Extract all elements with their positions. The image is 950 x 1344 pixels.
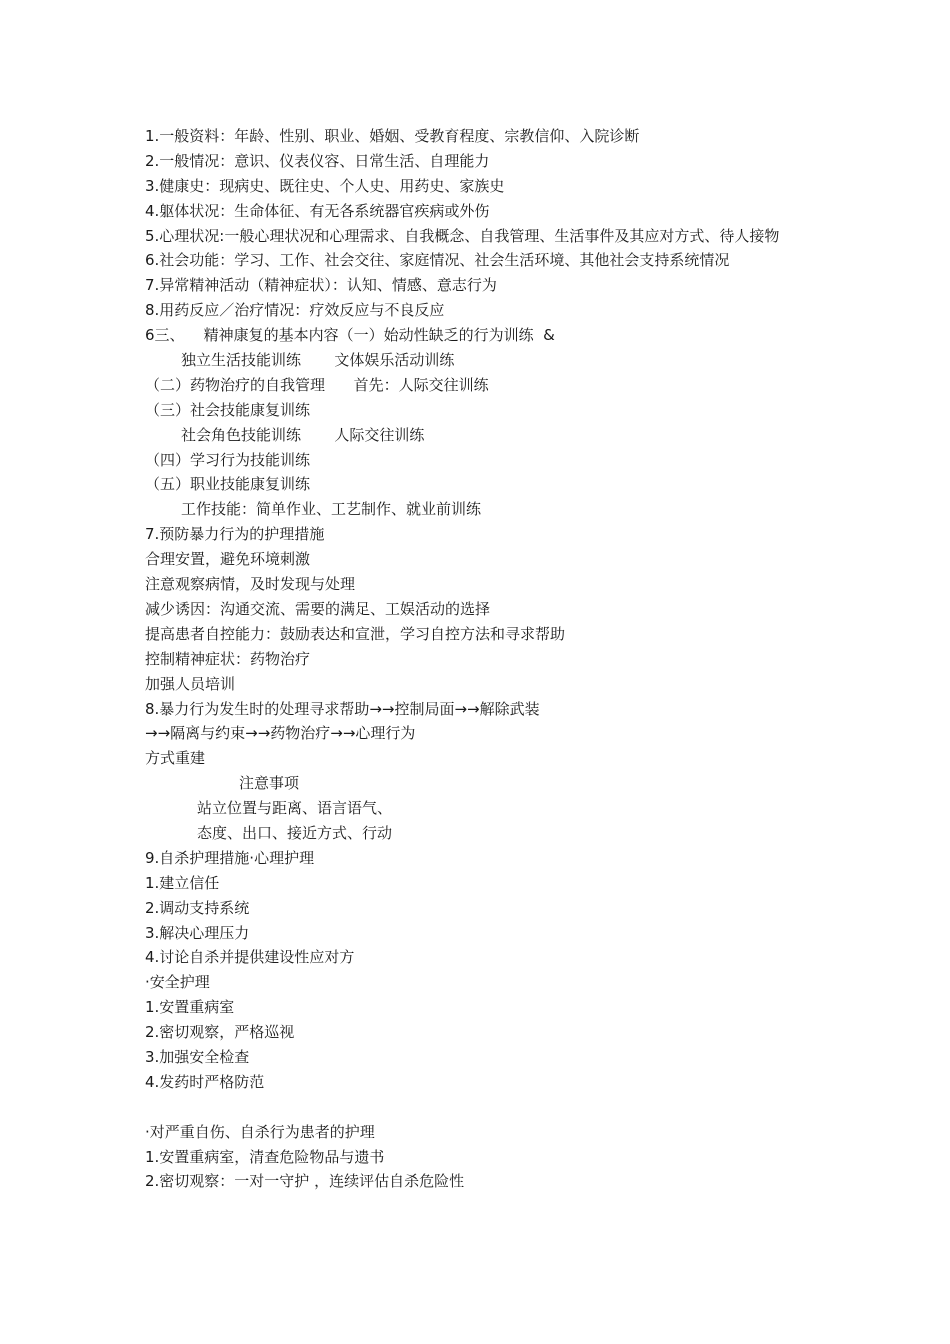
text-line: 1.一般资料：年龄、性别、职业、婚姻、受教育程度、宗教信仰、入院诊断 [145,127,640,145]
text-line: 合理安置，避免环境刺激 [145,550,311,569]
text-line: 注意观察病情，及时发现与处理 [145,575,356,594]
subheading: ·对严重自伤、自杀行为患者的护理 [145,1122,375,1141]
subheading: ·安全护理 [145,973,210,992]
text-line: 站立位置与距离、语言语气、 [197,799,393,818]
text-line: （五）职业技能康复训练 [145,475,311,494]
text-line: 7.异常精神活动（精神症状）：认知、情感、意志行为 [145,276,497,295]
text-line: （三）社会技能康复训练 [145,400,311,419]
text-paragraph: 5.心理状况:一般心理状况和心理需求、自我概念、自我管理、生活事件及其应对方式、待人接物 [145,226,780,245]
text-line: 2.一般情况：意识、仪表仪容、日常生活、自理能力 [145,151,490,170]
list-item: 3.解决心理压力 [145,923,250,942]
section-heading: 6三、 精神康复的基本内容（一）始动性缺乏的行为训练 & [145,326,555,345]
text-line: 4.躯体状况：生命体征、有无各系统器官疾病或外伤 [145,201,490,220]
section-heading: 7.预防暴力行为的护理措施 [145,525,325,544]
list-item: 1.安置重病室 [145,998,235,1017]
text-line: 8.用药反应／治疗情况：疗效反应与不良反应 [145,301,445,320]
text-line: 6.社会功能：学习、工作、社会交往、家庭情况、社会生活环境、其他社会支持系统情况 [145,251,730,270]
list-item: 2.调动支持系统 [145,898,250,917]
text-line: →→隔离与约束→→药物治疗→→心理行为 [145,724,416,743]
section-heading: 8.暴力行为发生时的处理寻求帮助→→控制局面→→解除武装 [145,699,540,718]
list-item: 4.讨论自杀并提供建设性应对方 [145,948,355,967]
list-item: 1.安置重病室，清查危险物品与遗书 [145,1147,385,1166]
text-line: 独立生活技能训练 文体娱乐活动训练 [181,351,455,370]
text-line: 加强人员培训 [145,674,236,693]
list-item: 2.密切观察，严格巡视 [145,1023,295,1042]
text-line: 态度、出口、接近方式、行动 [197,823,393,842]
text-line: 方式重建 [145,749,206,768]
text-line: 工作技能：简单作业、工艺制作、就业前训练 [181,500,482,519]
text-line: 减少诱因：沟通交流、需要的满足、工娱活动的选择 [145,599,491,618]
text-line: 3.健康史：现病史、既往史、个人史、用药史、家族史 [145,176,505,195]
text-line: （四）学习行为技能训练 [145,450,311,469]
text-line: （二）药物治疗的自我管理 首先：人际交往训练 [145,375,489,394]
section-heading: 9.自杀护理措施·心理护理 [145,848,315,867]
blank-line [145,1095,825,1120]
list-item: 2.密切观察：一对一守护 ，连续评估自杀危险性 [145,1172,465,1191]
text-line: 提高患者自控能力：鼓励表达和宣泄，学习自控方法和寻求帮助 [145,624,566,643]
text-line: 社会角色技能训练 人际交往训练 [181,425,425,444]
text-line: 控制精神症状：药物治疗 [145,649,311,668]
text-line: 注意事项 [239,774,300,793]
list-item: 1.建立信任 [145,873,220,892]
document-body [145,124,825,1194]
list-item: 3.加强安全检查 [145,1047,250,1066]
list-item: 4.发药时严格防范 [145,1072,265,1091]
